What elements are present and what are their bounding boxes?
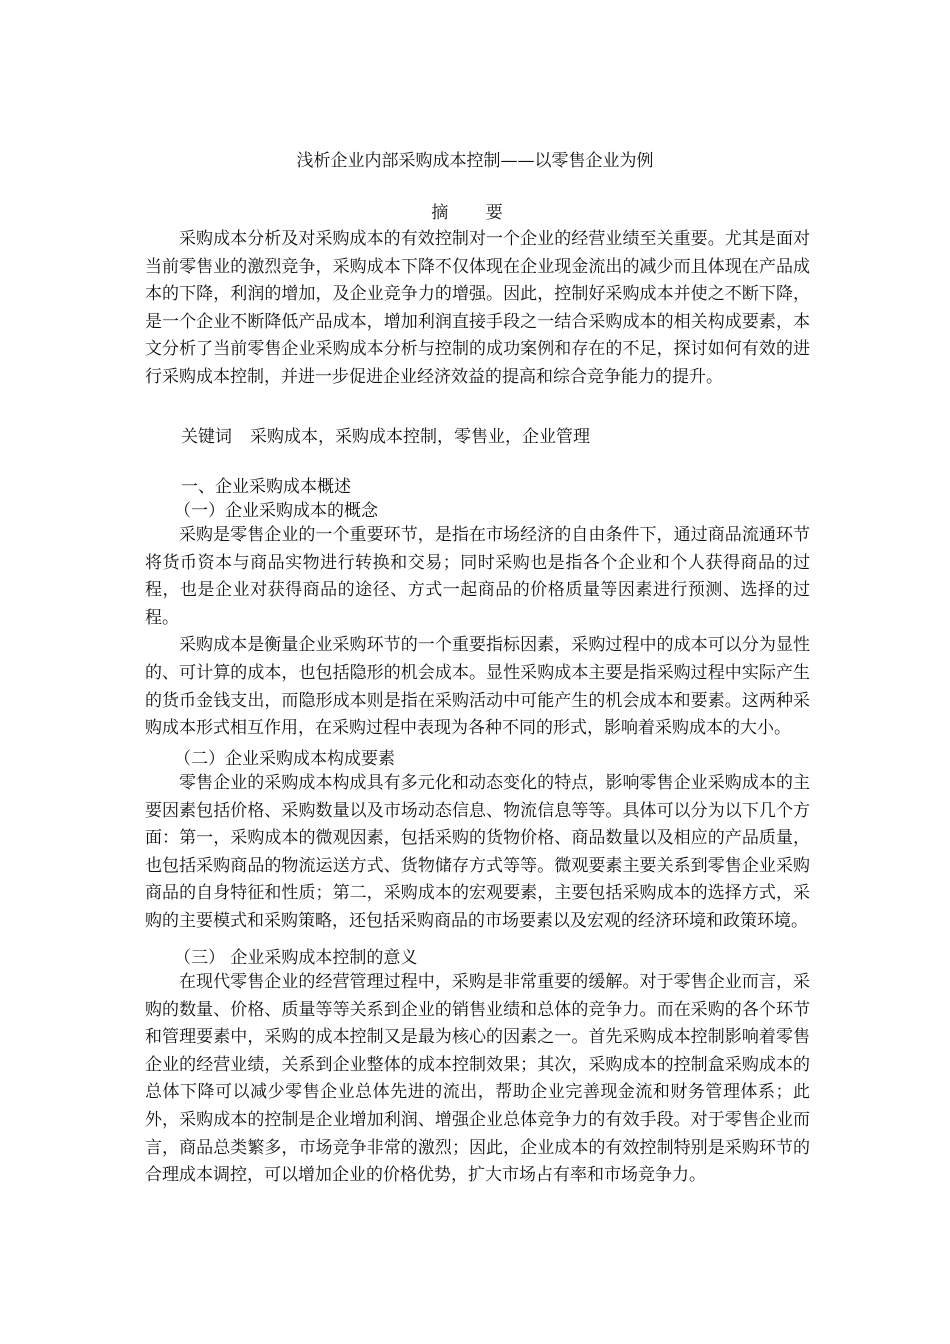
subsection-heading-1: （一）企业采购成本的概念 xyxy=(174,501,378,521)
keywords-label: 关键词 xyxy=(181,427,232,447)
keywords-line xyxy=(181,424,590,452)
subsection-3-body xyxy=(145,969,810,1190)
paragraph: 在现代零售企业的经营管理过程中，采购是非常重要的缓解。对于零售企业而言，采购的数量、价格、质量等等关系到企业的销售业绩和总体的竞争力。而在采购的各个环节和管理要素中，采购的成本控制又是最为核心的因素之一。首先采购成本控制影响着零售企业的经营业绩，关系到企业整体的成本控制效果；其次，采购成本的控制盒采购成本的总体下降可以减少零售企业总体先进的流出，帮助企业完善现金流和财务管理体系；此外，采购成本的控制是企业增加利润、增强企业总体竞争力的有效手段。对于零售企业而言，商品总类繁多，市场竞争非常的激烈；因此，企业成本的有效控制特别是采购环节的合理成本调控，可以增加企业的价格优势，扩大市场占有率和市场竞争力。 xyxy=(145,972,810,1186)
abstract-paragraph: 采购成本分析及对采购成本的有效控制对一个企业的经营业绩至关重要。尤其是面对当前零售业的激烈竞争，采购成本下降不仅体现在企业现金流出的减少而且体现在产品成本的下降，利润的增加，及企业竞争力的增强。因此，控制好采购成本并使之不断下降，是一个企业不断降低产品成本，增加利润直接手段之一结合采购成本的相关构成要素，本文分析了当前零售企业采购成本分析与控制的成功案例和存在的不足，探讨如何有效的进行采购成本控制，并进一步促进企业经济效益的提高和综合竞争能力的提升。 xyxy=(145,229,810,387)
subsection-heading-2: （二）企业采购成本构成要素 xyxy=(174,749,395,769)
paragraph: 采购是零售企业的一个重要环节，是指在市场经济的自由条件下，通过商品流通环节将货币资本与商品实物进行转换和交易；同时采购也是指各个企业和个人获得商品的过程，也是企业对获得商品的途径、方式一起商品的价格质量等因素进行预测、选择的过程。 xyxy=(145,525,810,628)
document-title: 浅析企业内部采购成本控制——以零售企业为例 xyxy=(296,151,654,171)
subsection-1-body xyxy=(145,522,810,743)
subsection-2-body xyxy=(145,770,810,936)
subsection-heading-3: （三） 企业采购成本控制的意义 xyxy=(174,948,418,968)
abstract-block xyxy=(145,226,810,392)
keywords-text: 采购成本，采购成本控制，零售业，企业管理 xyxy=(250,427,590,447)
abstract-heading-text: 摘 要 xyxy=(431,203,519,223)
section-heading-1: 一、企业采购成本概述 xyxy=(181,477,351,497)
paragraph: 采购成本是衡量企业采购环节的一个重要指标因素，采购过程中的成本可以分为显性的、可计算的成本，也包括隐形的机会成本。显性采购成本主要是指采购过程中实际产生的货币金钱支出，而隐形成本则是指在采购活动中可能产生的机会成本和要素。这两种采购成本形式相互作用，在采购过程中表现为各种不同的形式，影响着采购成本的大小。 xyxy=(145,635,810,739)
abstract-heading xyxy=(140,200,810,228)
paragraph: 零售企业的采购成本构成具有多元化和动态变化的特点，影响零售企业采购成本的主要因素包括价格、采购数量以及市场动态信息、物流信息等等。具体可以分为以下几个方面：第一，采购成本的微观因素，包括采购的货物价格、商品数量以及相应的产品质量，也包括采购商品的物流运送方式、货物储存方式等等。微观要素主要关系到零售企业采购商品的自身特征和性质；第二，采购成本的宏观要素，主要包括采购成本的选择方式，采购的主要模式和采购策略，还包括采购商品的市场要素以及宏观的经济环境和政策环境。 xyxy=(145,773,810,931)
